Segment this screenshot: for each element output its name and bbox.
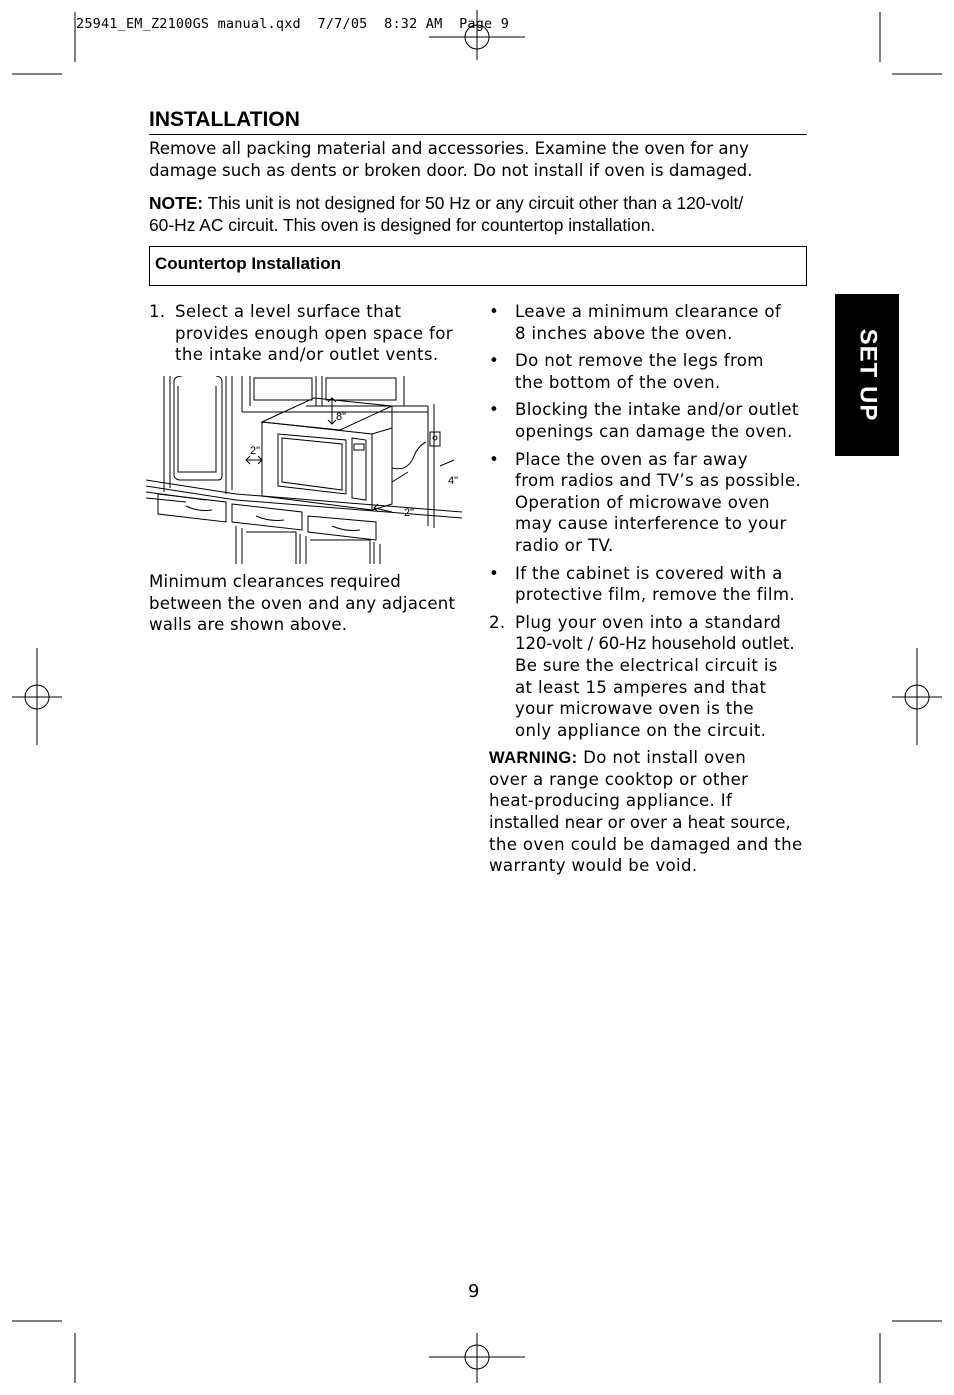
warning-label: WARNING: — [489, 748, 578, 768]
bullet-line: the bottom of the oven. — [515, 372, 721, 392]
note-text: 60-Hz AC circuit. This oven is designed for countertop installation. — [149, 215, 656, 235]
caption-line: Minimum clearances required — [149, 572, 401, 591]
bullet-symbol: • — [489, 400, 500, 420]
bullet-line: 8 inches above the oven. — [515, 323, 733, 343]
section-title: INSTALLATION — [149, 108, 300, 131]
bullet-line: Leave a minimum clearance of — [515, 302, 782, 321]
warning-text: Do not install oven — [577, 748, 747, 768]
bullet-line: If the cabinet is covered with a — [515, 563, 783, 583]
clearance-label-right: 4" — [448, 475, 459, 487]
registration-target-bottom — [429, 1333, 525, 1383]
warning-paragraph — [489, 747, 819, 877]
bullet-symbol: • — [489, 449, 500, 469]
bullet-symbol: • — [489, 302, 500, 321]
step-number: 2. — [489, 612, 506, 632]
intro-line: damage such as dents or broken door. Do not install if oven is damaged. — [149, 161, 753, 180]
step-text-line: provides enough open space for — [175, 323, 453, 343]
step-text-line: your microwave oven is the — [515, 699, 754, 719]
countertop-clearance-illustration — [146, 376, 462, 564]
bullet-item — [489, 350, 819, 393]
title-underline — [149, 134, 807, 135]
clearance-label-top: 8" — [336, 411, 347, 423]
bullet-line: radio or TV. — [515, 535, 614, 555]
note-label: NOTE: — [149, 193, 204, 213]
bullet-line: protective film, remove the film. — [515, 585, 796, 605]
intro-paragraph — [149, 138, 809, 182]
warning-text: installed near or over a heat source, — [489, 813, 791, 833]
section-side-tab — [835, 294, 899, 456]
right-column — [489, 301, 819, 877]
bullet-line: Do not remove the legs from — [515, 351, 764, 371]
bullet-item — [489, 449, 819, 557]
step-1 — [149, 301, 469, 366]
bullet-symbol: • — [489, 351, 500, 371]
clearance-label-left: 2" — [250, 445, 261, 457]
step-text-line: at least 15 amperes and that — [515, 677, 767, 697]
page-number: 9 — [468, 1281, 480, 1302]
step-text-line: the intake and/or outlet vents. — [175, 345, 439, 365]
step-number: 1. — [149, 302, 166, 321]
bullet-line: openings can damage the oven. — [515, 421, 793, 441]
caption-line: between the oven and any adjacent — [149, 593, 456, 613]
illustration-caption — [149, 571, 469, 636]
step-text-line: Select a level surface that — [175, 302, 402, 321]
bullet-item — [489, 563, 819, 606]
bullet-item — [489, 301, 819, 344]
bullet-line: Blocking the intake and/or outlet — [515, 400, 799, 420]
intro-line: Remove all packing material and accessories. Examine the oven for any — [149, 139, 749, 158]
subsection-title: Countertop Installation — [155, 254, 342, 273]
bullet-symbol: • — [489, 563, 500, 583]
warning-text: heat-producing appliance. If — [489, 791, 733, 811]
print-header: 25941_EM_Z2100GS manual.qxd 7/7/05 8:32 AM Page 9 — [76, 16, 510, 32]
bullet-line: Operation of microwave oven — [515, 492, 770, 512]
step-2 — [489, 612, 819, 742]
registration-target-left — [12, 648, 62, 745]
step-text-line: only appliance on the circuit. — [515, 720, 767, 740]
bullet-item — [489, 399, 819, 442]
warning-text: the oven could be damaged and the — [489, 834, 803, 854]
step-text-line: 120-volt / 60-Hz household outlet. — [515, 634, 795, 654]
step-text-line: Plug your oven into a standard — [515, 612, 782, 632]
warning-text: over a range cooktop or other — [489, 769, 749, 789]
warning-text: warranty would be void. — [489, 856, 698, 876]
clearance-label-bottom: 2" — [404, 507, 415, 519]
registration-target-top — [429, 10, 525, 60]
registration-target-right — [892, 648, 942, 745]
step-text-line: Be sure the electrical circuit is — [515, 655, 778, 675]
bullet-line: may cause interference to your — [515, 514, 787, 534]
note-text: This unit is not designed for 50 Hz or any circuit other than a 120-volt/ — [203, 193, 744, 213]
bullet-line: Place the oven as far away — [515, 449, 748, 469]
note-paragraph — [149, 192, 809, 236]
bullet-line: from radios and TV’s as possible. — [515, 471, 802, 491]
side-tab-label: SET UP — [854, 328, 881, 422]
caption-line: walls are shown above. — [149, 615, 348, 635]
